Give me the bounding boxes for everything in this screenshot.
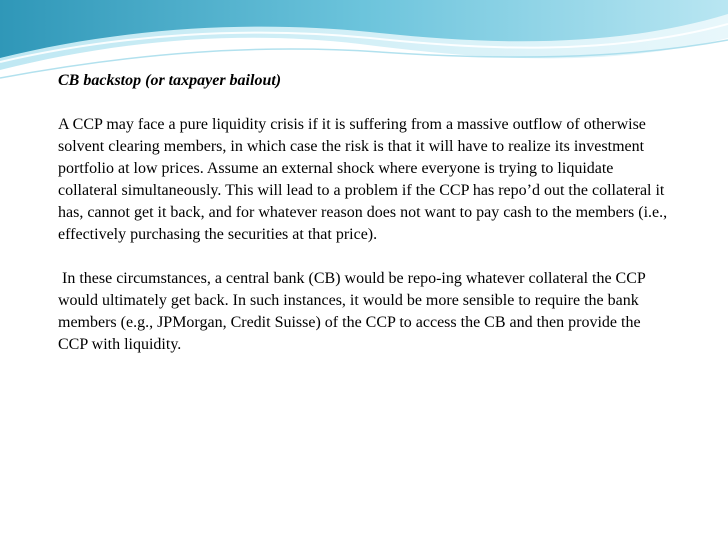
- slide-heading: CB backstop (or taxpayer bailout): [58, 72, 282, 89]
- paragraph-central-bank: In these circumstances, a central bank (CB) would be repo-ing whatever collateral the CCP would ultimately get back. In such instances, it would be more sensible to require the bank members (e.g., JPMorgan, Credit Suisse) of the CCP to access the CB and then provide the CCP with liquidity.: [58, 270, 650, 353]
- slide-body: [58, 70, 668, 378]
- paragraph-liquidity-crisis: A CCP may face a pure liquidity crisis if it is suffering from a massive outflow of otherwise solvent clearing members, in which case the risk is that it will have to realize its investment portfolio at low prices. Assume an external shock where everyone is trying to liquidate collateral simultaneously. This will lead to a problem if the CCP has repo’d out the collateral it has, cannot get it back, and for whatever reason does not want to pay cash to the members (i.e., effectively purchasing the securities at that price).: [58, 116, 668, 243]
